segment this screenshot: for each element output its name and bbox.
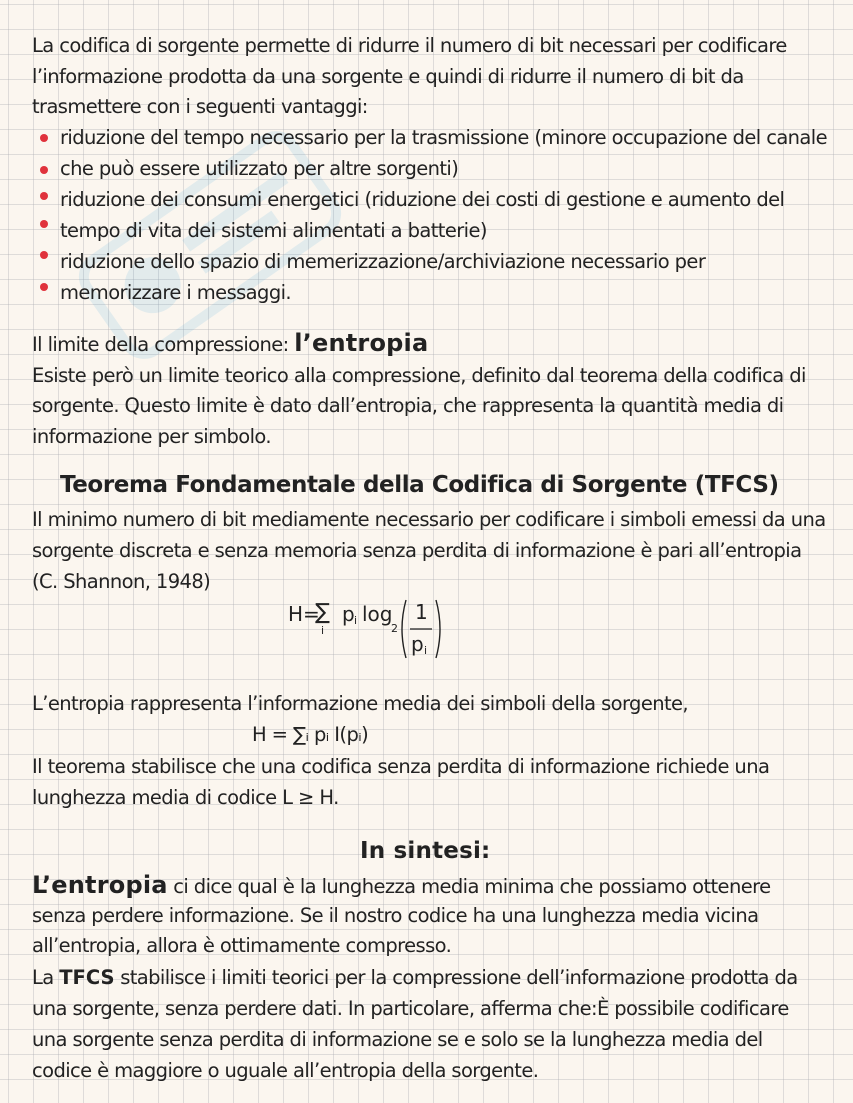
bullet-dot xyxy=(40,192,48,200)
intro-line: l’informazione prodotta da una sorgente e quindi di ridurre il numero di bit da xyxy=(32,65,744,88)
limit-line: sorgente. Questo limite è dato dall’entropia, che rappresenta la quantità media di xyxy=(32,394,784,417)
summary-p2-line: una sorgente, senza perdere dati. In particolare, afferma che:È possibile codificare xyxy=(32,997,789,1020)
summary-title: In sintesi: xyxy=(360,838,491,864)
bullet-item: riduzione dei consumi energetici (riduzione dei costi di gestione e aumento del xyxy=(60,188,785,211)
bullet-item: riduzione dello spazio di memerizzazione/archiviazione necessario per xyxy=(60,250,706,273)
summary-p2-line: una sorgente senza perdita di informazione se e solo se la lunghezza media del xyxy=(32,1028,763,1051)
formula-num: 1 xyxy=(415,600,428,624)
summary-p1-text: ci dice qual è la lunghezza media minima che possiamo ottenere xyxy=(173,875,771,898)
limit-heading xyxy=(32,331,428,357)
bullet-item: memorizzare i messaggi. xyxy=(60,281,292,304)
entropy-formula-inline: H = ∑ᵢ pᵢ I(pᵢ) xyxy=(252,723,369,746)
limit-line: Esiste però un limite teorico alla compressione, definito dal teorema della codifica di xyxy=(32,364,806,387)
formula-p: p xyxy=(342,602,355,626)
formula-log: log xyxy=(362,602,393,626)
summary-p2-line xyxy=(32,966,798,990)
formula-base: 2 xyxy=(391,622,398,635)
bullet-item: che può essere utilizzato per altre sorgenti) xyxy=(60,157,459,180)
formula-sub-i: i xyxy=(321,624,325,637)
intro-line: La codifica di sorgente permette di ridurre il numero di bit necessari per codificare xyxy=(32,34,787,57)
limit-line: informazione per simbolo. xyxy=(32,425,272,448)
theorem-line: sorgente discreta e senza memoria senza perdita di informazione è pari all’entropia xyxy=(32,539,802,562)
limit-prefix: Il limite della compressione: xyxy=(32,333,289,356)
formula-lhs: H= xyxy=(288,602,320,626)
bullet-dot xyxy=(40,283,48,291)
theorem-line: (C. Shannon, 1948) xyxy=(32,570,211,593)
theorem-abbr: (TFCS) xyxy=(694,472,779,498)
intro-line: trasmettere con i seguenti vantaggi: xyxy=(32,95,368,118)
formula-sum: ∑ xyxy=(315,600,330,625)
bullet-item: tempo di vita dei sistemi alimentati a batterie) xyxy=(60,219,487,242)
summary-p1-line: all’entropia, allora è ottimamente compresso. xyxy=(32,934,452,957)
bullet-dot xyxy=(40,220,48,228)
theorem-title-text: Teorema Fondamentale della Codifica di Sorgente xyxy=(60,472,688,498)
limit-keyword: l’entropia xyxy=(294,329,429,357)
summary-p1-line: senza perdere informazione. Se il nostro codice ha una lunghezza media vicina xyxy=(32,904,759,927)
summary-keyword-entropia: L’entropia xyxy=(32,871,168,899)
bullet-dot xyxy=(40,251,48,259)
entropy-line: L’entropia rappresenta l’informazione media dei simboli della sorgente, xyxy=(32,692,689,715)
theorem-line: Il minimo numero di bit mediamente necessario per codificare i simboli emessi da una xyxy=(32,508,826,531)
entropy-line: lunghezza media di codice L ≥ H. xyxy=(32,786,339,809)
bullet-item: riduzione del tempo necessario per la trasmissione (minore occupazione del canale xyxy=(60,126,827,149)
summary-p1-line xyxy=(32,873,771,899)
bullet-dot xyxy=(40,134,48,142)
summary-keyword-tfcs: TFCS xyxy=(59,966,115,989)
formula-den-sub: i xyxy=(424,644,428,657)
formula-p-sub: i xyxy=(354,614,358,627)
entropy-formula xyxy=(288,596,448,666)
theorem-title xyxy=(60,473,779,497)
bullet-dot xyxy=(40,166,48,174)
entropy-line: Il teorema stabilisce che una codifica senza perdita di informazione richiede una xyxy=(32,755,770,778)
summary-p2-prefix: La xyxy=(32,966,54,989)
summary-p2-text: stabilisce i limiti teorici per la compressione dell’informazione prodotta da xyxy=(120,966,798,989)
summary-p2-line: codice è maggiore o uguale all’entropia della sorgente. xyxy=(32,1059,539,1082)
formula-den: p xyxy=(411,632,424,656)
